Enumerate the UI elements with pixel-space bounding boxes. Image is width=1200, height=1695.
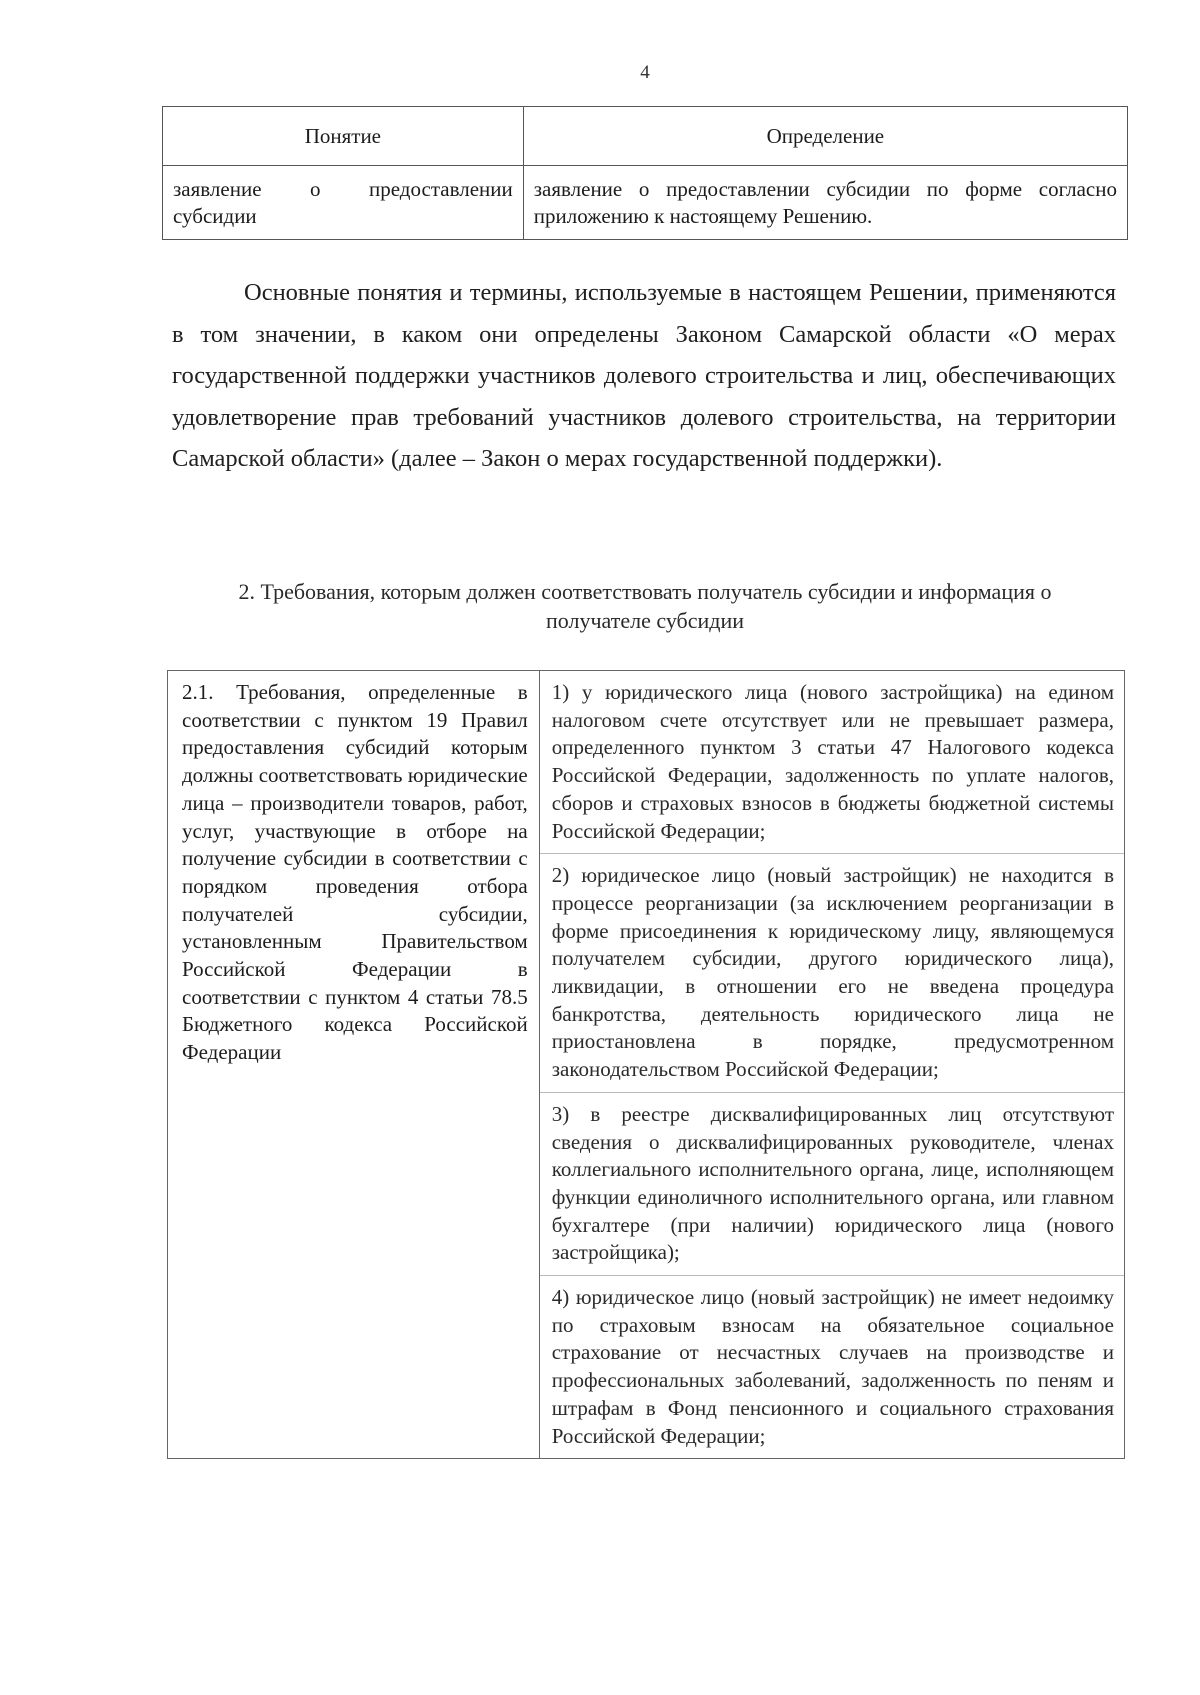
definitions-row [163, 166, 1128, 240]
intro-paragraph: Основные понятия и термины, используемые в настоящем Решении, применяются в том значении, в каком они определены Законом Самарской области «О мерах государственной поддержки участников долевого строительства и лиц, обеспечивающих удовлетворение прав требований участников долевого строительства, на территории Самарской области» (далее – Закон о мерах государственной поддержки). [172, 279, 1116, 472]
requirement-description-cell: 2.1. Требования, определенные в соответствии с пунктом 19 Правил предоставления субсидий которым должны соответствовать юридические лица – производители товаров, работ, услуг, участвующие в отборе на получение субсидии в соответствии с порядком проведения отбора получателей субсидии, установленным Правительством Российской Федерации в соответствии с пунктом 4 статьи 78.5 Бюджетного кодекса Российской Федерации [168, 671, 540, 1459]
requirement-item: 1) у юридического лица (нового застройщика) на едином налоговом счете отсутствует или не превышает размера, определенного пунктом 3 статьи 47 Налогового кодекса Российской Федерации, задолженность по уплате налогов, сборов и страховых взносов в бюджеты бюджетной системы Российской Федерации; [551, 680, 1114, 843]
page-number: 4 [640, 62, 650, 83]
header-definition: Определение [523, 107, 1127, 166]
definition-cell: заявление о предоставлении субсидии по форме согласно приложению к настоящему Решению. [523, 166, 1127, 240]
requirement-items-cell [539, 671, 1124, 1459]
term-cell: заявление о предоставлении субсидии [163, 166, 524, 240]
requirement-item: 2) юридическое лицо (новый застройщик) не находится в процессе реорганизации (за исключением реорганизации в форме присоединения к юридическому лицу, являющемуся получателем субсидии, другого юридического лица), ликвидации, в отношении его не введена процедура банкротства, деятельность юридического лица не приостановлена в порядке, предусмотренном законодательством Российской Федерации; [540, 853, 1124, 1092]
header-term: Понятие [163, 107, 524, 166]
requirement-item: 4) юридическое лицо (новый застройщик) не имеет недоимку по страховым взносам на обязательное социальное страхование от несчастных случаев на производстве и профессиональных заболеваний, задолженность по пеням и штрафам в Фонд пенсионного и социального страхования Российской Федерации; [540, 1275, 1124, 1458]
definitions-table [162, 106, 1128, 240]
requirements-table [167, 670, 1125, 1459]
section-heading: 2. Требования, которым должен соответствовать получатель субсидии и информация о получателе субсидии [238, 579, 1052, 633]
requirement-item: 3) в реестре дисквалифицированных лиц отсутствуют сведения о дисквалифицированных руководителе, членах коллегиального исполнительного органа, лице, исполняющем функции единоличного исполнительного органа, или главном бухгалтере (при наличии) юридического лица (нового застройщика); [540, 1092, 1124, 1275]
requirements-row [168, 671, 1125, 1459]
definitions-header-row [163, 107, 1128, 166]
